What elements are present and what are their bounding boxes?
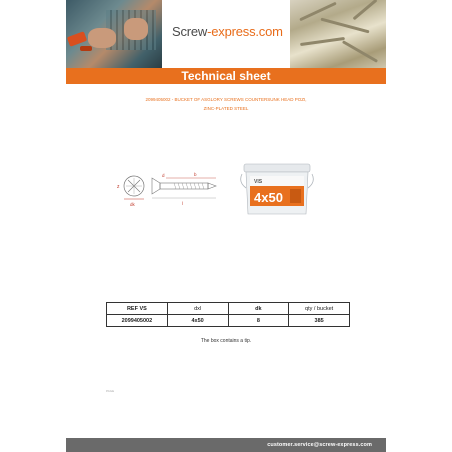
title-bar [66,68,386,84]
header-qty: qty / bucket [289,303,350,315]
table-row [107,315,350,327]
header-dxl: dxl [167,303,228,315]
header-ref: REF VS [107,303,168,315]
brand-logo [162,0,290,68]
header-dk: dk [228,303,289,315]
label-b: b [194,172,197,177]
page-title: Technical sheet [181,69,271,83]
table-header-row [107,303,350,315]
screw-side-view [152,178,216,194]
label-dk: dk [130,202,135,207]
label-z: z [117,184,120,190]
product-description-line2: ZINC-PLATED STEEL [203,106,249,111]
cell-dxl: 4x50 [167,315,228,327]
screw-diagram [112,168,222,208]
product-description [106,95,346,113]
label-l: l [182,201,183,206]
screws-photo [290,0,386,68]
cell-dk: 8 [228,315,289,327]
footer-email-link[interactable]: customer.service@screw-express.com [267,442,372,448]
brand-name-part2: -express.com [207,24,283,39]
page-marker: PAGE [106,389,115,393]
bucket-brand: VIS [254,179,263,185]
cell-qty: 385 [289,315,350,327]
brand-name-part1: Screw [172,24,208,39]
product-bucket-image [238,158,316,218]
bucket-size: 4x50 [254,190,283,205]
spec-table [106,302,350,327]
workshop-photo [66,0,162,68]
footer-bar [66,438,386,452]
box-note: The box contains a tip. [200,338,252,344]
product-description-line1: 2099405002 - BUCKET OF ASGLORY SCREWS COUNTERSUNK HEAD POZI, [145,97,307,102]
cell-ref: 2099405002 [107,315,168,327]
label-d: d [162,173,165,178]
technical-sheet-page [66,0,386,452]
header-banner [66,0,386,68]
